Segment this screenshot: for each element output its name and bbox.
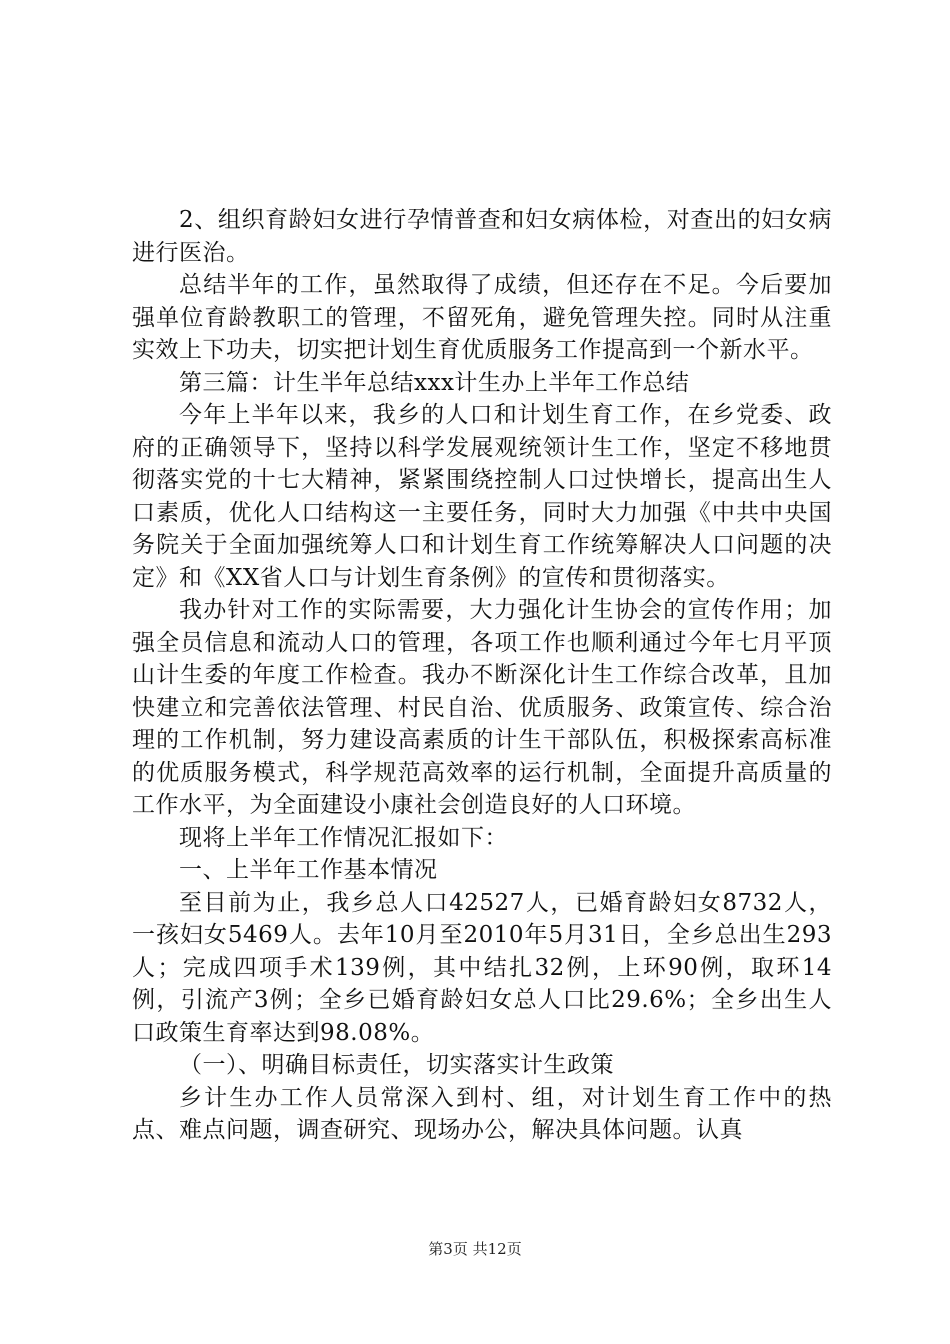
page-number-footer: 第3页 共12页 bbox=[428, 1240, 522, 1258]
section-heading-1: 一、上半年工作基本情况 bbox=[179, 857, 438, 883]
paragraph-item-2: 2、组织育龄妇女进行孕情普查和妇女病体检，对查出的妇女病进行医治。 bbox=[132, 207, 832, 266]
paragraph-report-lead: 现将上半年工作情况汇报如下： bbox=[179, 824, 508, 851]
section-title-part3: 第三篇：计生半年总结xxx计生办上半年工作总结 bbox=[179, 369, 690, 396]
paragraph-intro: 今年上半年以来，我乡的人口和计划生育工作，在乡党委、政府的正确领导下，坚持以科学发展观统领计生工作，坚定不移地贯彻落实党的十七大精神，紧紧围绕控制人口过快增长，提高出生人口素质，优化人口结构这一主要任务，同时大力加强《中共中央国务院关于全面加强统筹人口和计划生育工作统筹解决人口问题的决定》和《XX省人口与计划生育条例》的宣传和贯彻落实。 bbox=[132, 402, 832, 591]
subsection-heading-1: （一）、明确目标责任，切实落实计生政策 bbox=[179, 1052, 614, 1078]
paragraph-fieldwork: 乡计生办工作人员常深入到村、组，对计划生育工作中的热点、难点问题，调查研究、现场办公，解决具体问题。认真 bbox=[132, 1084, 832, 1143]
paragraph-office-work: 我办针对工作的实际需要，大力强化计生协会的宣传作用；加强全员信息和流动人口的管理，各项工作也顺利通过今年七月平顶山计生委的年度工作检查。我办不断深化计生工作综合改革，且加快建立和完善依法管理、村民自治、优质服务、政策宣传、综合治理的工作机制，努力建设高素质的计生干部队伍，积极探索高标准的优质服务模式，科学规范高效率的运行机制，全面提升高质量的工作水平，为全面建设小康社会创造良好的人口环境。 bbox=[132, 597, 832, 818]
paragraph-summary: 总结半年的工作，虽然取得了成绩，但还存在不足。今后要加强单位育龄教职工的管理，不留死角，避免管理失控。同时从注重实效上下功夫，切实把计划生育优质服务工作提高到一个新水平。 bbox=[132, 272, 832, 363]
document-body bbox=[132, 204, 832, 1147]
paragraph-statistics: 至目前为止，我乡总人口42527人，已婚育龄妇女8732人，一孩妇女5469人。去年10月至2010年5月31日，全乡总出生293人；完成四项手术139例，其中结扎32例，上环90例，取环14例，引流产3例；全乡已婚育龄妇女总人口比29.6%；全乡出生人口政策生育率达到98.08%。 bbox=[132, 889, 832, 1046]
